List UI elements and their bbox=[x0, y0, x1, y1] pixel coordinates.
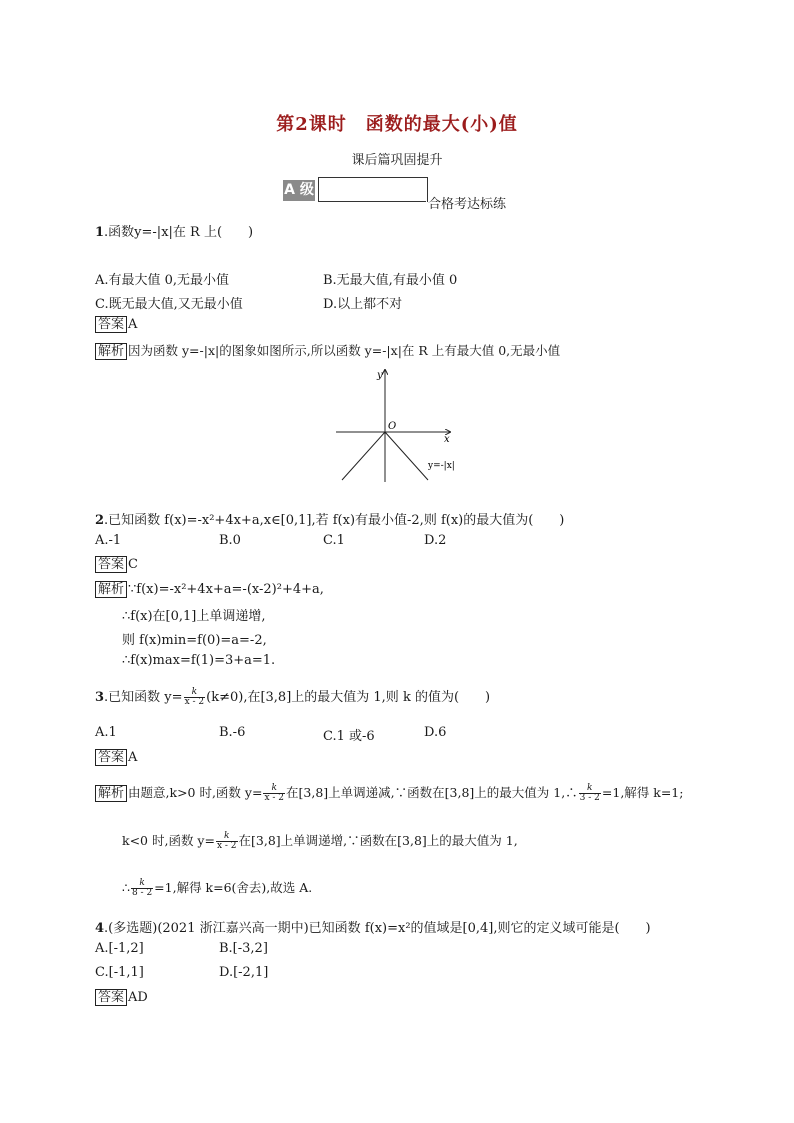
fraction-numerator: k bbox=[131, 879, 153, 889]
analysis-tag: 解析 bbox=[95, 581, 127, 598]
option-c: C.既无最大值,又无最小值 bbox=[95, 297, 243, 312]
curve-right bbox=[385, 432, 428, 480]
fraction bbox=[184, 688, 206, 707]
answer-value: A bbox=[128, 750, 138, 765]
answer-row bbox=[95, 316, 137, 333]
question-text: .已知函数 y= bbox=[104, 690, 183, 705]
fraction-denominator: x - 2 bbox=[264, 793, 285, 803]
question-text: .函数y=-|x|在 R 上( ) bbox=[104, 225, 254, 240]
fraction bbox=[263, 784, 285, 803]
question-number: 2 bbox=[95, 513, 105, 528]
option-d: D.2 bbox=[424, 533, 447, 548]
question-3 bbox=[95, 686, 490, 707]
answer-row bbox=[95, 556, 138, 573]
analysis-row bbox=[95, 581, 324, 598]
analysis-tag: 解析 bbox=[95, 785, 127, 802]
analysis-line: ∴f(x)在[0,1]上单调递增, bbox=[122, 609, 266, 624]
option-a: A.有最大值 0,无最小值 bbox=[95, 273, 230, 288]
question-number: 3 bbox=[95, 690, 105, 705]
answer-row bbox=[95, 749, 137, 766]
origin-label: O bbox=[388, 421, 397, 432]
function-graph bbox=[330, 362, 470, 488]
answer-value: C bbox=[128, 557, 138, 572]
y-axis-label: y bbox=[377, 370, 383, 381]
option-b: B.0 bbox=[219, 533, 241, 548]
question-text: .已知函数 f(x)=-x²+4x+a,x∈[0,1],若 f(x)有最小值-2,则 f(x)的最大值为( ) bbox=[104, 513, 565, 528]
question-number: 1 bbox=[95, 225, 105, 240]
analysis-line: 则 f(x)min=f(0)=a=-2, bbox=[122, 633, 267, 648]
fraction-numerator: k bbox=[579, 784, 601, 794]
curve-label: y=-|x| bbox=[428, 461, 455, 471]
option-d: D.6 bbox=[424, 725, 447, 740]
level-rule bbox=[318, 201, 426, 202]
fraction-numerator: k bbox=[263, 784, 285, 794]
analysis-text: =1,解得 k=1; bbox=[601, 785, 684, 800]
fraction-numerator: k bbox=[216, 832, 238, 842]
answer-value: AD bbox=[128, 990, 148, 1005]
curve-left bbox=[342, 432, 385, 480]
analysis-text: 在[3,8]上单调递增,∵函数在[3,8]上的最大值为 1, bbox=[238, 833, 518, 848]
analysis-line: ∵f(x)=-x²+4x+a=-(x-2)²+4+a, bbox=[128, 582, 324, 597]
option-a: A.1 bbox=[95, 725, 117, 740]
page-title: 第2课时 函数的最大(小)值 bbox=[276, 114, 518, 135]
question-text: .(多选题)(2021 浙江嘉兴高一期中)已知函数 f(x)=x²的值域是[0,4],则它的定义域可能是( ) bbox=[104, 921, 651, 936]
level-box bbox=[318, 177, 428, 202]
question-text: (k≠0),在[3,8]上的最大值为 1,则 k 的值为( ) bbox=[206, 690, 491, 705]
answer-row bbox=[95, 989, 148, 1006]
fraction bbox=[216, 832, 238, 851]
option-b: B.无最大值,有最小值 0 bbox=[323, 273, 458, 288]
fraction-denominator: 8 - 2 bbox=[131, 888, 153, 898]
question-2 bbox=[95, 509, 564, 528]
fraction-denominator: 3 - 2 bbox=[579, 793, 600, 803]
analysis-line bbox=[122, 831, 518, 851]
page-subtitle: 课后篇巩固提升 bbox=[351, 153, 443, 168]
fraction bbox=[579, 784, 601, 803]
analysis-text: 由题意,k>0 时,函数 y= bbox=[128, 785, 263, 800]
analysis-text: =1,解得 k=6(舍去),故选 A. bbox=[154, 880, 313, 895]
answer-tag: 答案 bbox=[95, 316, 127, 333]
answer-tag: 答案 bbox=[95, 749, 127, 766]
option-d: D.以上都不对 bbox=[323, 297, 403, 312]
analysis-text: 因为函数 y=-|x|的图象如图所示,所以函数 y=-|x|在 R 上有最大值 0,无最小值 bbox=[128, 343, 561, 358]
option-a: A.-1 bbox=[95, 533, 122, 548]
level-badge: A 级 bbox=[283, 180, 315, 201]
x-axis-label: x bbox=[444, 434, 450, 445]
analysis-row bbox=[95, 341, 560, 360]
fraction-denominator: x - 2 bbox=[216, 841, 237, 851]
answer-tag: 答案 bbox=[95, 989, 127, 1006]
option-c: C.1 bbox=[323, 533, 345, 548]
analysis-line bbox=[122, 878, 312, 898]
question-number: 4 bbox=[95, 921, 105, 936]
question-1 bbox=[95, 221, 253, 240]
option-b: B.[-3,2] bbox=[219, 941, 268, 956]
level-text: 合格考达标练 bbox=[428, 197, 507, 212]
option-c: C.[-1,1] bbox=[95, 965, 144, 980]
analysis-text: 在[3,8]上单调递减,∵函数在[3,8]上的最大值为 1,∴ bbox=[286, 785, 578, 800]
fraction bbox=[131, 879, 153, 898]
answer-value: A bbox=[128, 317, 138, 332]
option-a: A.[-1,2] bbox=[95, 941, 144, 956]
fraction-denominator: x - 2 bbox=[184, 697, 205, 707]
fraction-numerator: k bbox=[184, 688, 206, 698]
analysis-row bbox=[95, 783, 683, 803]
option-b: B.-6 bbox=[219, 725, 246, 740]
analysis-text: k<0 时,函数 y= bbox=[122, 833, 215, 848]
analysis-tag: 解析 bbox=[95, 343, 127, 360]
option-d: D.[-2,1] bbox=[219, 965, 269, 980]
analysis-line: ∴f(x)max=f(1)=3+a=1. bbox=[122, 653, 276, 668]
question-4 bbox=[95, 917, 651, 936]
analysis-text: ∴ bbox=[122, 880, 130, 895]
option-c: C.1 或-6 bbox=[323, 729, 375, 744]
answer-tag: 答案 bbox=[95, 556, 127, 573]
